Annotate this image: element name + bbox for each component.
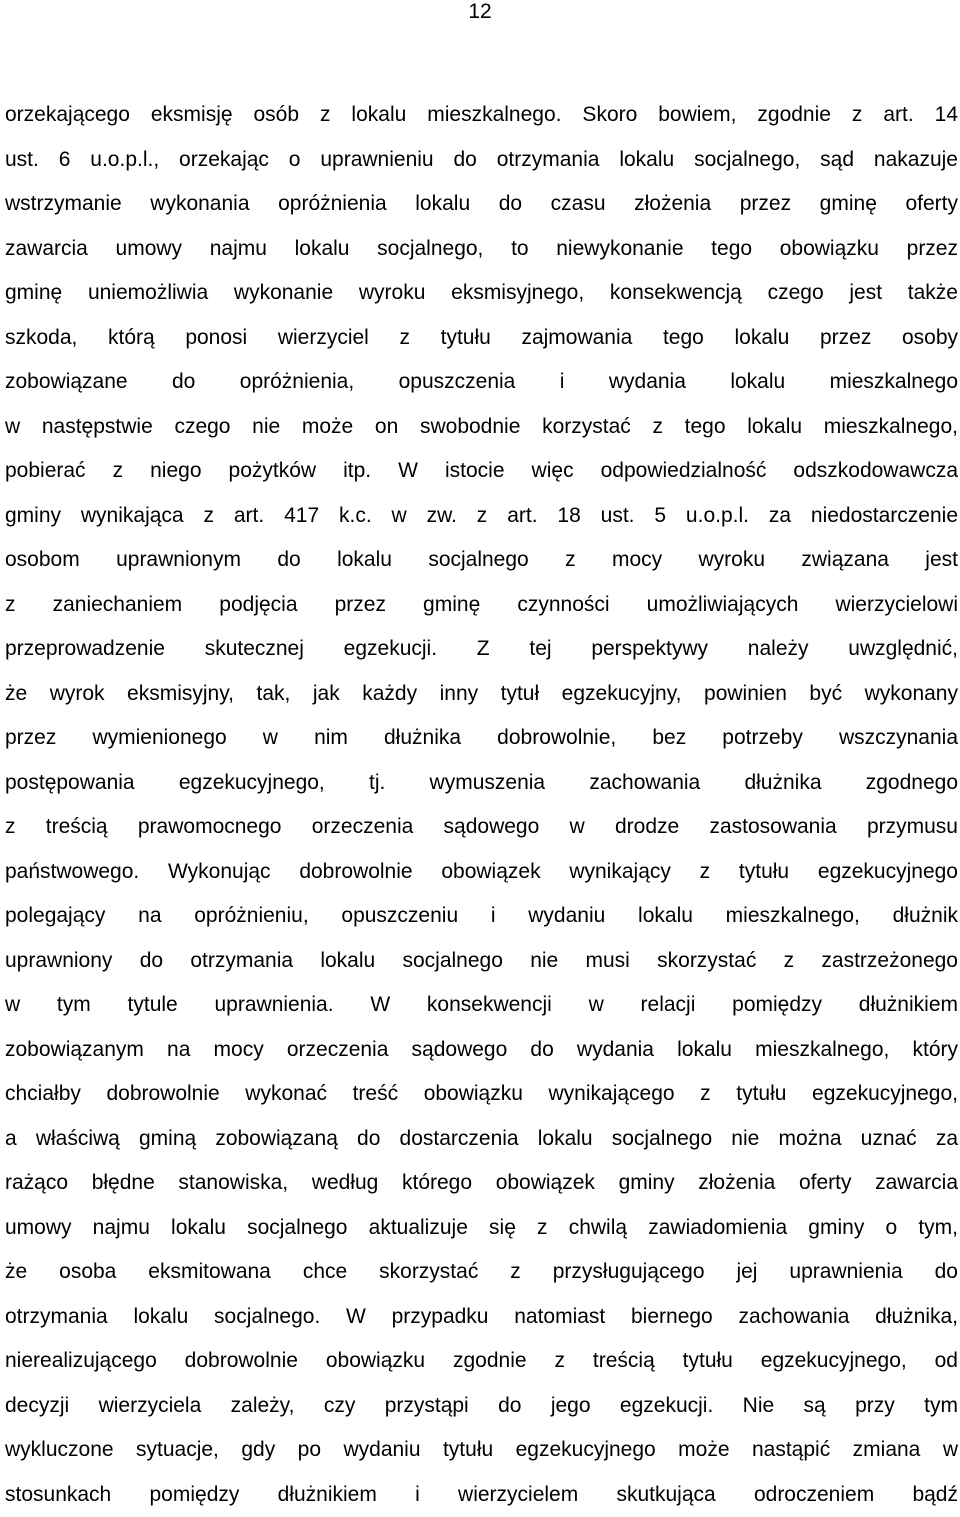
text-line: orzekającego eksmisję osób z lokalu mieszkalnego. Skoro bowiem, zgodnie z art. 14	[5, 93, 958, 138]
text-line: umowy najmu lokalu socjalnego aktualizuje się z chwilą zawiadomienia gminy o tym,	[5, 1206, 958, 1251]
text-line: wstrzymanie wykonania opróżnienia lokalu do czasu złożenia przez gminę oferty	[5, 182, 958, 227]
text-line: z treścią prawomocnego orzeczenia sądowego w drodze zastosowania przymusu	[5, 805, 958, 850]
text-line: w tym tytule uprawnienia. W konsekwencji w relacji pomiędzy dłużnikiem	[5, 983, 958, 1028]
text-line: gminę uniemożliwia wykonanie wyroku eksmisyjnego, konsekwencją czego jest także	[5, 271, 958, 316]
text-line: a właściwą gminą zobowiązaną do dostarczenia lokalu socjalnego nie można uznać za	[5, 1117, 958, 1162]
text-line: gminy wynikająca z art. 417 k.c. w zw. z art. 18 ust. 5 u.o.p.l. za niedostarczenie	[5, 494, 958, 539]
text-line: państwowego. Wykonując dobrowolnie obowiązek wynikający z tytułu egzekucyjnego	[5, 850, 958, 895]
text-line: zawarcia umowy najmu lokalu socjalnego, to niewykonanie tego obowiązku przez	[5, 227, 958, 272]
text-line: pobierać z niego pożytków itp. W istocie więc odpowiedzialność odszkodowawcza	[5, 449, 958, 494]
text-line: zobowiązane do opróżnienia, opuszczenia i wydania lokalu mieszkalnego	[5, 360, 958, 405]
text-line: osobom uprawnionym do lokalu socjalnego z mocy wyroku związana jest	[5, 538, 958, 583]
body-paragraph	[5, 93, 958, 1517]
text-line: w następstwie czego nie może on swobodnie korzystać z tego lokalu mieszkalnego,	[5, 405, 958, 450]
page-number: 12	[0, 0, 960, 27]
text-line: wykluczone sytuacje, gdy po wydaniu tytułu egzekucyjnego może nastąpić zmiana w	[5, 1428, 958, 1473]
text-line: szkoda, którą ponosi wierzyciel z tytułu zajmowania tego lokalu przez osoby	[5, 316, 958, 361]
text-line: uprawniony do otrzymania lokalu socjalnego nie musi skorzystać z zastrzeżonego	[5, 939, 958, 984]
text-line: decyzji wierzyciela zależy, czy przystąpi do jego egzekucji. Nie są przy tym	[5, 1384, 958, 1429]
text-line: ust. 6 u.o.p.l., orzekając o uprawnieniu do otrzymania lokalu socjalnego, sąd nakazuje	[5, 138, 958, 183]
text-line: postępowania egzekucyjnego, tj. wymuszenia zachowania dłużnika zgodnego	[5, 761, 958, 806]
text-line: przez wymienionego w nim dłużnika dobrowolnie, bez potrzeby wszczynania	[5, 716, 958, 761]
text-line: przeprowadzenie skutecznej egzekucji. Z tej perspektywy należy uwzględnić,	[5, 627, 958, 672]
text-line: rażąco błędne stanowiska, według którego obowiązek gminy złożenia oferty zawarcia	[5, 1161, 958, 1206]
text-line: zobowiązanym na mocy orzeczenia sądowego do wydania lokalu mieszkalnego, który	[5, 1028, 958, 1073]
text-line: stosunkach pomiędzy dłużnikiem i wierzycielem skutkująca odroczeniem bądź	[5, 1473, 958, 1517]
text-line: że wyrok eksmisyjny, tak, jak każdy inny tytuł egzekucyjny, powinien być wykonany	[5, 672, 958, 717]
text-line: że osoba eksmitowana chce skorzystać z przysługującego jej uprawnienia do	[5, 1250, 958, 1295]
text-line: otrzymania lokalu socjalnego. W przypadku natomiast biernego zachowania dłużnika,	[5, 1295, 958, 1340]
text-line: nierealizującego dobrowolnie obowiązku zgodnie z treścią tytułu egzekucyjnego, od	[5, 1339, 958, 1384]
text-line: chciałby dobrowolnie wykonać treść obowiązku wynikającego z tytułu egzekucyjnego,	[5, 1072, 958, 1117]
text-line: polegający na opróżnieniu, opuszczeniu i wydaniu lokalu mieszkalnego, dłużnik	[5, 894, 958, 939]
text-line: z zaniechaniem podjęcia przez gminę czynności umożliwiających wierzycielowi	[5, 583, 958, 628]
